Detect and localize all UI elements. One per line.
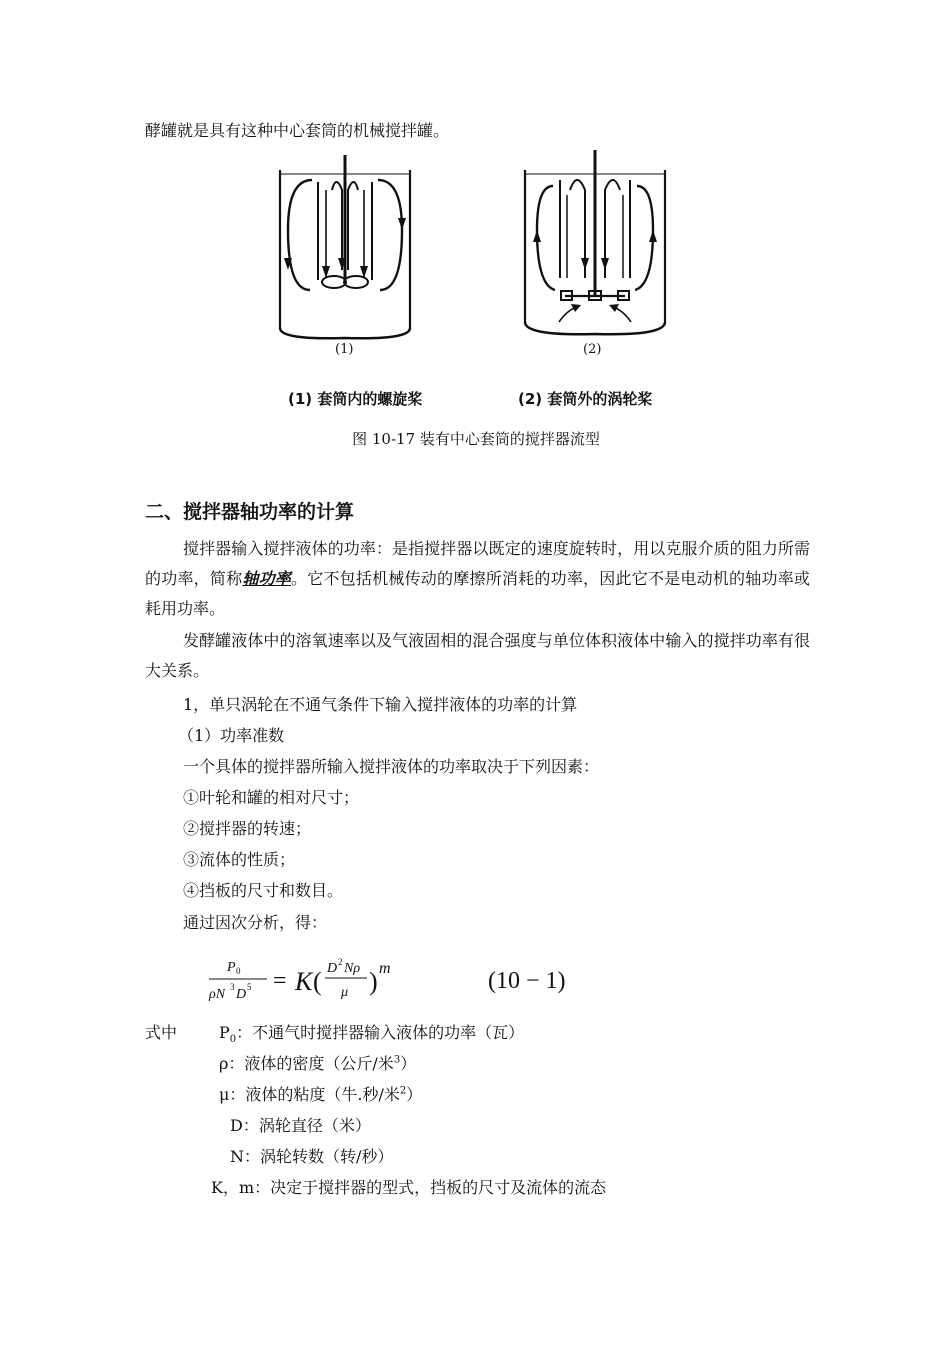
svg-text:3: 3 [230, 982, 235, 992]
definition-symbol: ρ [219, 1054, 229, 1073]
svg-text:Nρ: Nρ [344, 961, 361, 976]
subsection-1-1: （1）功率准数 [178, 726, 285, 745]
definition-symbol: μ [219, 1085, 230, 1104]
definition-k-m [211, 1175, 606, 1198]
svg-text:K: K [295, 967, 313, 996]
svg-text:D: D [327, 961, 338, 976]
definition-n [230, 1144, 393, 1167]
factor-item: ①叶轮和罐的相对尺寸； [183, 788, 360, 807]
subsection-1: 1，单只涡轮在不通气条件下输入搅拌液体的功率的计算 [183, 695, 578, 714]
definition-rho [219, 1051, 416, 1074]
definition-text: ：涡轮直径（米） [242, 1116, 371, 1135]
svg-text:0: 0 [236, 966, 241, 976]
definition-text: ：液体的密度（公斤/米 [228, 1054, 394, 1073]
term-shaft-power: 轴功率 [242, 569, 292, 588]
definition-p0 [219, 1020, 524, 1045]
definition-mu [219, 1082, 422, 1105]
figure-panel-1-label: (1) [335, 342, 354, 357]
definition-subscript: 0 [229, 1034, 237, 1046]
factor-item: ④挡板的尺寸和数目。 [183, 881, 344, 900]
definition-text: ：涡轮转数（转/秒） [244, 1147, 394, 1166]
definition-text: ：决定于搅拌器的型式，挡板的尺寸及流体的流态 [254, 1178, 607, 1197]
svg-text:ρN: ρN [209, 987, 226, 1002]
definition-d [230, 1113, 371, 1136]
svg-text:P: P [227, 960, 236, 975]
paragraph-1 [145, 534, 810, 624]
factor-item: ②搅拌器的转速； [183, 819, 312, 838]
figure-subcaption-2: (2) 套筒外的涡轮桨 [518, 390, 653, 408]
paragraph-1-before: 搅拌器输入搅拌液体的功率：是指搅拌器以既定的速度旋转时，用以克服介质的阻力所需的功率，简称 [145, 539, 810, 588]
svg-text:(: ( [313, 967, 322, 996]
paragraph-2: 发酵罐液体中的溶氧速率以及气液固相的混合强度与单位体积液体中输入的搅拌功率有很大关系。 [145, 631, 810, 680]
factor-item: ③流体的性质； [183, 850, 296, 869]
definition-text: ：不通气时搅拌器输入液体的功率（瓦） [236, 1023, 525, 1042]
section-heading: 二、搅拌器轴功率的计算 [145, 501, 355, 523]
definition-text: ：液体的粘度（牛.秒/米 [229, 1085, 400, 1104]
svg-text:): ) [369, 967, 378, 996]
figure-caption: 图 10-17 装有中心套筒的搅拌器流型 [352, 430, 600, 448]
definition-superscript: 3 [393, 1054, 401, 1066]
figure-panel-2-label: (2) [583, 342, 602, 357]
equation [205, 955, 605, 1010]
definition-symbol: D [230, 1116, 243, 1135]
svg-text:5: 5 [247, 982, 252, 992]
definition-tail: ） [400, 1054, 417, 1073]
svg-text:=: = [273, 968, 287, 994]
figure-panel-1-diagram [270, 150, 420, 340]
factors-intro: 一个具体的搅拌器所输入搅拌液体的功率取决于下列因素： [183, 757, 600, 776]
symbols-label: 式中 [145, 1023, 178, 1042]
svg-text:m: m [379, 960, 391, 977]
definition-symbol: N [230, 1147, 244, 1166]
analysis-line: 通过因次分析，得： [183, 913, 328, 932]
equation-graphic [205, 955, 505, 1010]
svg-text:μ: μ [341, 985, 349, 1000]
figure-subcaption-1: (1) 套筒内的螺旋桨 [288, 390, 423, 408]
figure-panel-2-diagram [515, 150, 675, 340]
definition-symbol: P [219, 1023, 230, 1042]
definition-superscript: 2 [399, 1085, 407, 1097]
paragraph-1-after: 。它不包括机械传动的摩擦所消耗的功率，因此它不是电动机的轴功率或耗用功率。 [145, 569, 810, 618]
intro-line: 酵罐就是具有这种中心套筒的机械搅拌罐。 [145, 121, 450, 140]
equation-number: (10 − 1) [488, 968, 566, 994]
svg-text:D: D [236, 987, 247, 1002]
definition-symbol: K，m [211, 1178, 255, 1197]
svg-text:2: 2 [338, 957, 343, 967]
definition-tail: ） [406, 1085, 423, 1104]
